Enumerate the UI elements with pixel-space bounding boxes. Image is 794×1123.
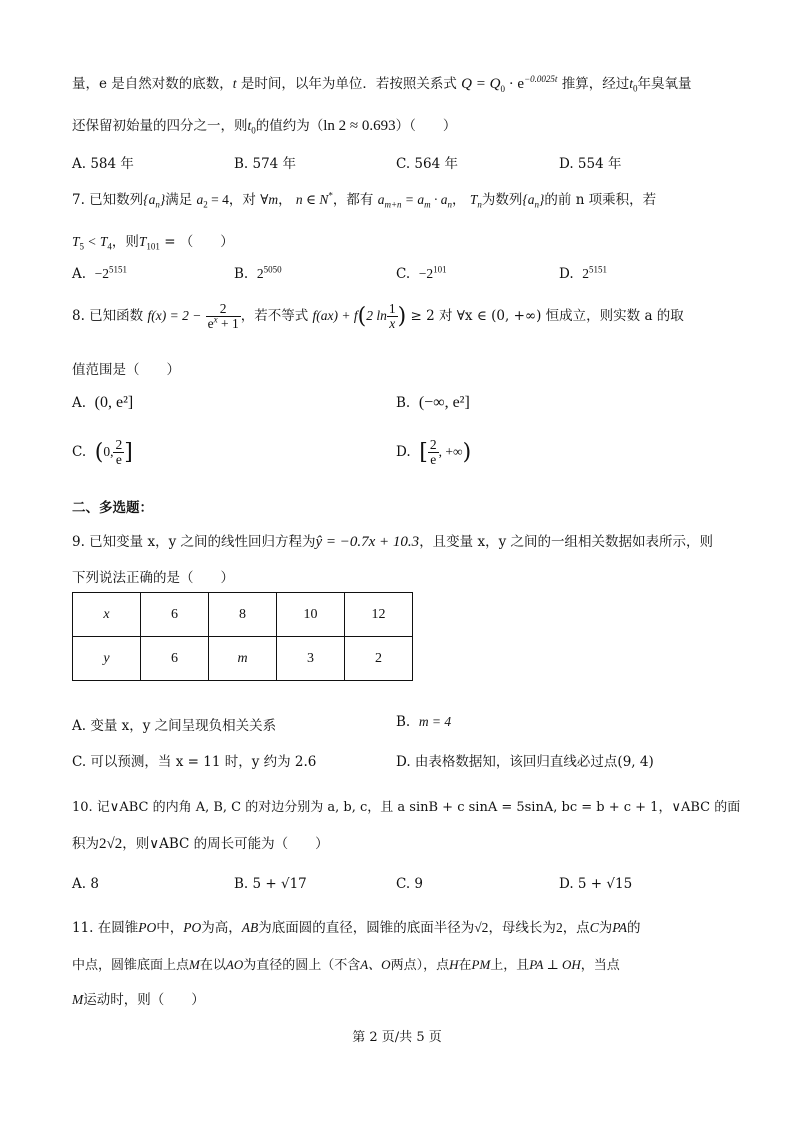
q11-pa: PA [612,920,627,935]
table-cell: 10 [277,593,345,637]
q11-text: 在 [458,958,472,973]
q6-text: ）（ ） [395,118,457,134]
q9-line1 [72,530,713,551]
q11-text: 在以 [199,958,226,973]
lt: < T [84,234,108,249]
q8-line1 [72,302,684,331]
q11-text: 为高， [201,920,242,936]
q6-option-a[interactable]: A. 584 年 [72,156,134,172]
q11-h: H [449,957,459,972]
q9-line2: 下列说法正确的是（ ） [72,570,234,586]
paren-close: ) [462,440,472,466]
q11-text: 为 [598,920,613,936]
formula-q: Q = Q [461,76,501,92]
table-cell: 2 [345,637,413,681]
cond: a [196,192,204,207]
q10-text: 积为 [72,836,99,852]
cond-sub: 2 [203,199,208,210]
q6-formula [461,76,557,92]
q11-text: 为底面圆的直径，圆锥的底面半径为 [258,920,475,936]
q7-recur [377,192,453,210]
table-cell: m [209,637,277,681]
q11-line3 [72,988,205,1008]
t5-sub: 5 [79,241,85,252]
q6-text: 推算，经过 [561,76,630,92]
q7-option-b[interactable] [234,266,282,282]
q6-option-b[interactable]: B. 574 年 [234,156,297,172]
q7-text: 满足 [165,192,193,208]
q7-text: 7. 已知数列 [72,192,144,208]
cond-val: = 4 [207,192,229,207]
table-cell: 8 [209,593,277,637]
seq: {a [143,192,156,207]
option-base: 2 [582,266,589,281]
option-label: A. [72,395,87,411]
q6-option-c[interactable]: C. 564 年 [396,156,458,172]
q10-option-d[interactable]: D. 5 + √15 [559,876,633,892]
q6-var-t: t [232,76,237,91]
frac-num: 2 [115,437,123,452]
t101: T [138,234,147,249]
q7-nN [296,192,333,207]
option-label: A. [72,266,87,282]
section-title: 二、多选题： [72,500,153,516]
seq-sub: n [534,199,539,210]
option-label: B. [396,395,411,411]
option-exp: 5050 [263,264,282,275]
q11-po: PO [183,920,202,935]
den-e: e [207,316,214,332]
seq-sub: n [155,199,160,210]
am: a [377,192,385,207]
q8-option-b[interactable] [396,394,470,412]
option-value: (−∞, e²] [418,394,470,411]
an-sub: n [447,199,453,210]
q10-option-b[interactable]: B. 5 + √17 [234,876,307,892]
table-cell: 12 [345,593,413,637]
table-cell: x [73,593,141,637]
q7-text: 为数列 [481,192,523,208]
q7-line1 [72,188,656,208]
q7-option-c[interactable] [396,266,447,282]
q9-text: ，且变量 x，y 之间的一组相关数据如表所示，则 [419,534,714,550]
q9-option-b[interactable] [396,714,451,730]
den-sup: x [213,314,218,325]
formula-exp: −0.0025t [524,74,558,84]
q7-m: m [268,192,279,207]
option-pre: 0, [103,444,114,460]
q9-text: 9. 已知变量 x，y 之间的线性回归方程为 [72,534,316,550]
bracket-open: [ [419,440,428,466]
q6-text: 还保留初始量的四分之一，则 [72,118,248,134]
option-value: (0, e²] [94,394,134,411]
q6-t0: t [247,118,252,133]
q7-line2 [72,230,234,250]
am2-sub: m [424,199,431,210]
dot: · a [430,192,448,207]
table-cell: 6 [141,593,209,637]
tn: T [469,192,478,207]
t4-sub: 4 [107,241,112,252]
q7-text: 的前 n 项乘积，若 [544,192,657,208]
q8-fax: f(ax) + f [312,308,358,324]
option-label: D. [396,444,411,461]
q11-ao: A、O [360,957,391,972]
frac-num: 2 [206,302,241,317]
seq: {a [522,192,535,207]
q11-text: ，当点 [580,958,620,973]
q7-seq [143,192,166,210]
option-exp: 101 [433,264,447,275]
q8-option-d[interactable] [396,438,471,467]
option-frac [428,438,439,467]
q11-text: 中， [156,920,184,936]
q11-text: 11. 在圆锥 [72,920,139,936]
q11-line2 [72,954,620,973]
q9-data-table [72,592,413,681]
option-base: 2 [256,266,264,281]
q7-text: ，都有 [332,192,374,208]
frac-den: x [389,316,396,332]
q9-option-c[interactable]: C. 可以预测，当 x = 11 时，y 约为 2.6 [72,754,317,770]
q6-line2 [72,114,456,135]
q11-len: 2 [555,920,563,935]
option-label: D. [559,266,574,282]
t101-sub: 101 [146,241,160,252]
frac-num: 1 [388,301,396,316]
q11-c: C [589,920,599,935]
q11-text: 运动时，则（ ） [83,992,205,1008]
frac-den: e [430,452,437,468]
frac-den [206,314,241,332]
frac-den: e [115,452,122,468]
q7-option-a[interactable] [72,266,127,282]
q11-text: 为直径的圆上（不含 [243,958,361,973]
q11-text: 上，且 [490,958,530,973]
t5: T [72,234,80,249]
nN: n ∈ N [295,192,329,207]
paren-open: ( [94,440,104,466]
am-sub: m+n [384,199,402,210]
q8-text: 8. 已知函数 [72,308,144,325]
q10-area: 2√2 [99,836,123,852]
table-cell: 6 [141,637,209,681]
q10-text: ，则∨ABC 的周长可能为（ ） [122,836,329,852]
q7-text: = （ ） [159,234,234,250]
option-label: C. [396,266,411,282]
q11-radius: √2 [474,920,489,935]
option-base: −2 [418,266,434,281]
seq-close: } [539,192,545,207]
q11-m: M [72,992,84,1007]
q8-frac2 [387,302,398,331]
q7-Tn [469,192,482,210]
seq-close: } [159,192,166,207]
q10-option-a[interactable]: A. 8 [72,876,99,892]
q7-seq2 [522,192,545,210]
q8-option-c[interactable] [72,438,133,467]
paren-close: ) [397,304,407,330]
q6-ln2: ln 2 ≈ 0.693 [323,118,396,134]
q11-text: ，母线长为 [488,920,556,936]
q7-option-d[interactable] [559,266,607,282]
q6-text: 量，e 是自然对数的底数， [72,76,233,92]
q9-regression: ŷ = −0.7x + 10.3 [315,534,420,550]
q8-text: ≥ 2 对 ∀x ∈ (0, +∞) 恒成立，则实数 a 的取 [410,308,684,325]
option-frac [113,438,124,467]
q6-t0-sub: 0 [251,125,256,136]
option-label: B. [396,714,411,730]
q8-fraction [206,302,241,331]
option-post: , +∞ [438,444,463,460]
q9-option-d[interactable]: D. 由表格数据知，该回归直线必过点(9, 4) [396,754,654,770]
q6-t0-sub: 0 [632,83,638,94]
q6-text: 年臭氧量 [637,76,692,92]
table-cell: 3 [277,637,345,681]
q11-perp: PA ⊥ OH [529,957,581,972]
q7-text: ，则 [111,234,139,250]
q8-line2: 值范围是（ ） [72,362,180,378]
q11-text: ，点 [562,920,590,936]
table-row [73,593,413,637]
q11-po: PO [138,920,157,935]
paren-open: ( [357,304,367,330]
frac-num: 2 [429,437,437,452]
option-base: −2 [94,266,110,281]
q6-line1 [72,72,691,93]
q7-ineq [72,234,112,252]
bracket-close: ] [124,440,133,466]
formula-q-sub: 0 [500,84,505,94]
option-exp: 5151 [588,264,607,275]
option-label: B. [234,266,249,282]
q10-option-c[interactable]: C. 9 [396,876,424,892]
formula-e: · e [508,76,525,92]
q11-text: 中点，圆锥底面上点 [72,958,190,973]
q8-option-a[interactable] [72,394,133,412]
q7-cond [196,192,229,210]
q6-option-d[interactable]: D. 554 年 [559,156,622,172]
q11-m: M [189,957,200,972]
q6-text: 的值约为（ [255,118,324,134]
q8-ln: 2 ln [366,308,387,324]
table-cell: y [73,637,141,681]
q11-ab: AB [241,920,259,935]
tn-sub: n [477,199,482,210]
q6-t0: t [629,76,633,91]
q11-pm: PM [471,957,491,972]
q7-text: ，对 ∀ [228,192,269,208]
page-footer: 第 2 页/共 5 页 [352,1030,442,1045]
den-tail: + 1 [217,316,239,332]
q11-line1 [72,916,640,936]
q11-text: 的 [626,920,641,936]
q11-ao: AO [225,957,244,972]
q8-text: ，若不等式 [240,308,309,325]
q11-text: 两点），点 [390,958,450,973]
q10-line2 [72,832,329,853]
q6-text: 是时间，以年为单位．若按照关系式 [236,76,457,92]
q9-option-a[interactable]: A. 变量 x，y 之间呈现负相关关系 [72,718,277,734]
nN-sup: * [328,190,333,201]
q7-text: ， [452,192,466,208]
table-row [73,637,413,681]
q8-fx: f(x) = 2 − [147,308,202,324]
q7-text: ， [278,192,292,208]
q10-line1: 10. 记∨ABC 的内角 A, B, C 的对边分别为 a, b, c，且 a sinB + c sinA = 5sinA, bc = b + c + 1，∨ABC 的面 [72,800,741,815]
eq: = a [401,192,425,207]
option-label: C. [72,444,87,461]
option-exp: 5151 [109,264,128,275]
option-value: m = 4 [418,714,452,729]
